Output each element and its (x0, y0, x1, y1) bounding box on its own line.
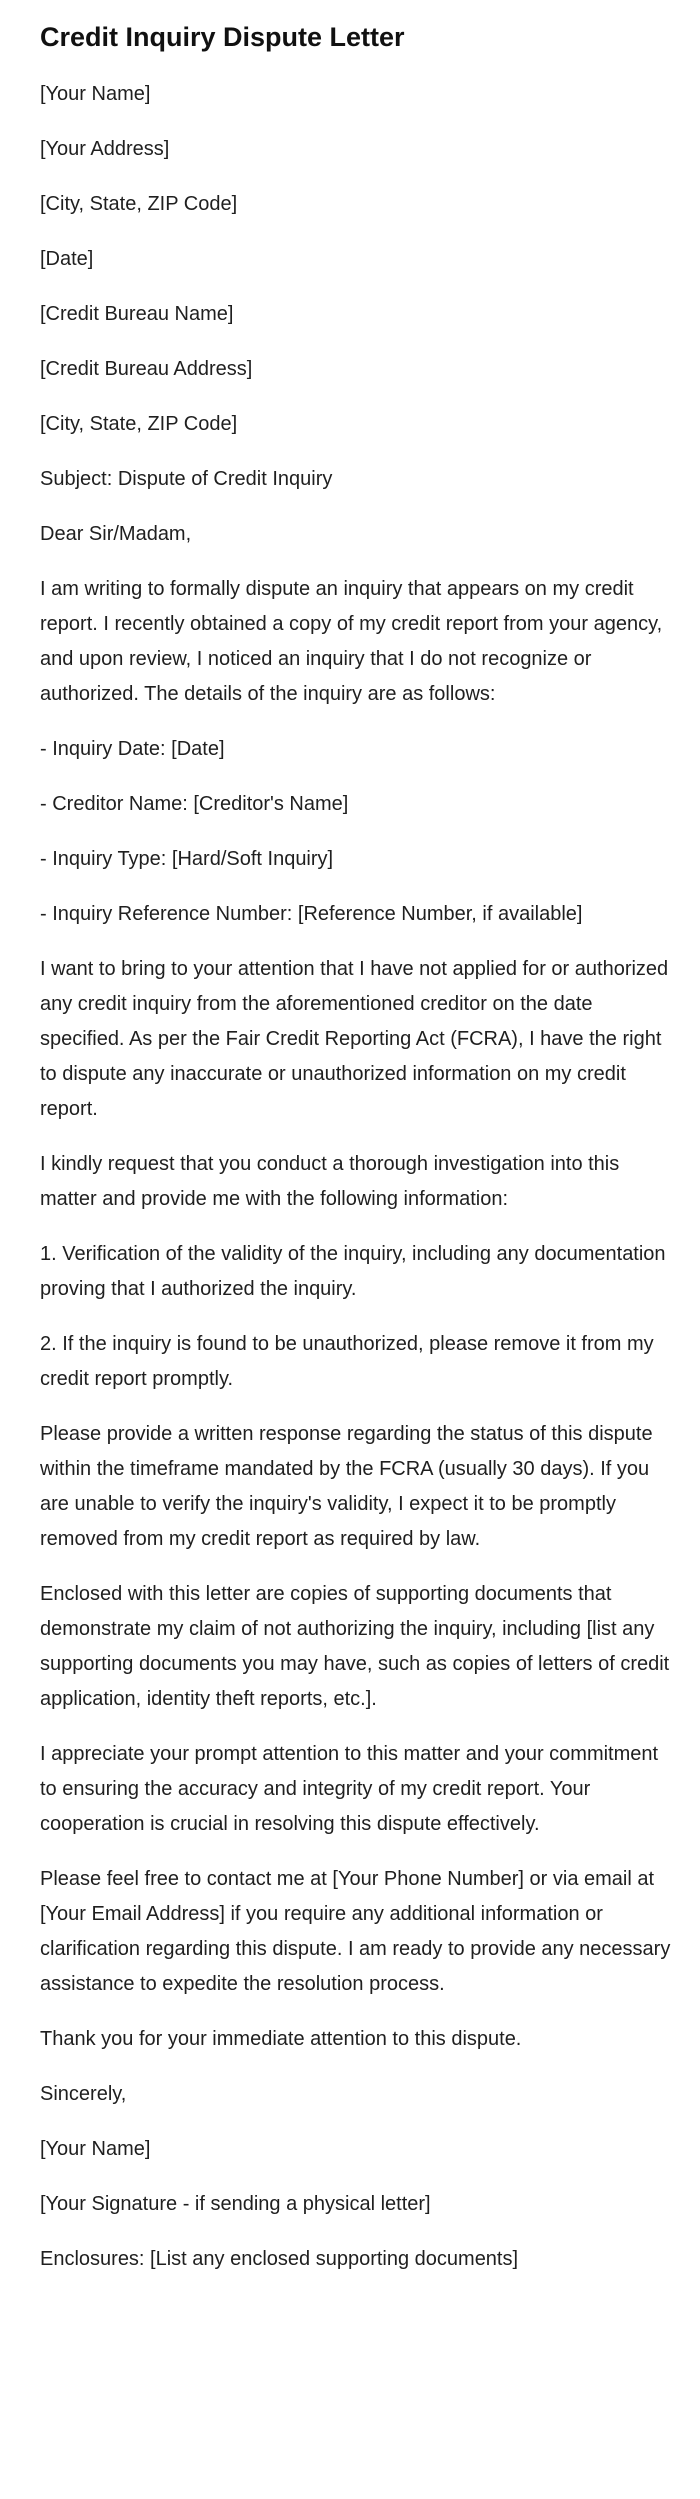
document-title: Credit Inquiry Dispute Letter (40, 22, 405, 52)
salutation-line: Dear Sir/Madam, (40, 523, 192, 545)
removal-request-item: 2. If the inquiry is found to be unauthorized, please remove it from my credit report promptly. (40, 1333, 654, 1390)
investigation-request-paragraph: I kindly request that you conduct a thorough investigation into this matter and provide me with the following information: (40, 1153, 620, 1210)
verification-request-item: 1. Verification of the validity of the inquiry, including any documentation proving that I authorized the inquiry. (40, 1243, 666, 1300)
date-line: [Date] (40, 248, 94, 270)
your-name-line: [Your Name] (40, 83, 151, 105)
subject-line: Subject: Dispute of Credit Inquiry (40, 468, 333, 490)
signature-note-line: [Your Signature - if sending a physical letter] (40, 2193, 431, 2215)
appreciation-paragraph: I appreciate your prompt attention to this matter and your commitment to ensuring the accuracy and integrity of my credit report. Your cooperation is crucial in resolving this dispute effectively. (40, 1743, 659, 1835)
inquiry-type-item: - Inquiry Type: [Hard/Soft Inquiry] (40, 848, 334, 870)
thank-you-line: Thank you for your immediate attention to this dispute. (40, 2028, 522, 2050)
closing-line: Sincerely, (40, 2083, 127, 2105)
intro-paragraph: I am writing to formally dispute an inquiry that appears on my credit report. I recently obtained a copy of my credit report from your agency, and upon review, I noticed an inquiry that I do not recognize or authorized. The details of the inquiry are as follows: (40, 578, 663, 705)
signature-name-line: [Your Name] (40, 2138, 151, 2160)
your-city-state-zip-line: [City, State, ZIP Code] (40, 193, 238, 215)
inquiry-date-item: - Inquiry Date: [Date] (40, 738, 225, 760)
contact-info-paragraph: Please feel free to contact me at [Your Phone Number] or via email at [Your Email Address] if you require any additional information or clarification regarding this dispute. I am ready to provide any necessary assistance to expedite the resolution process. (40, 1868, 671, 1995)
credit-bureau-address-line: [Credit Bureau Address] (40, 358, 253, 380)
credit-bureau-name-line: [Credit Bureau Name] (40, 303, 234, 325)
enclosed-documents-paragraph: Enclosed with this letter are copies of supporting documents that demonstrate my claim of not authorizing the inquiry, including [list any supporting documents you may have, such as copies of letters of credit application, identity theft reports, etc.]. (40, 1583, 670, 1710)
bureau-city-state-zip-line: [City, State, ZIP Code] (40, 413, 238, 435)
fcra-rights-paragraph: I want to bring to your attention that I have not applied for or authorized any credit inquiry from the aforementioned creditor on the date specified. As per the Fair Credit Reporting Act (FCRA), I have the right to dispute any inaccurate or unauthorized information on my credit report. (40, 958, 669, 1120)
response-timeframe-paragraph: Please provide a written response regarding the status of this dispute within the timeframe mandated by the FCRA (usually 30 days). If you are unable to verify the inquiry's validity, I expect it to be promptly removed from my credit report as required by law. (40, 1423, 653, 1550)
enclosures-line: Enclosures: [List any enclosed supporting documents] (40, 2248, 519, 2270)
inquiry-reference-item: - Inquiry Reference Number: [Reference Number, if available] (40, 903, 583, 925)
your-address-line: [Your Address] (40, 138, 170, 160)
creditor-name-item: - Creditor Name: [Creditor's Name] (40, 793, 349, 815)
